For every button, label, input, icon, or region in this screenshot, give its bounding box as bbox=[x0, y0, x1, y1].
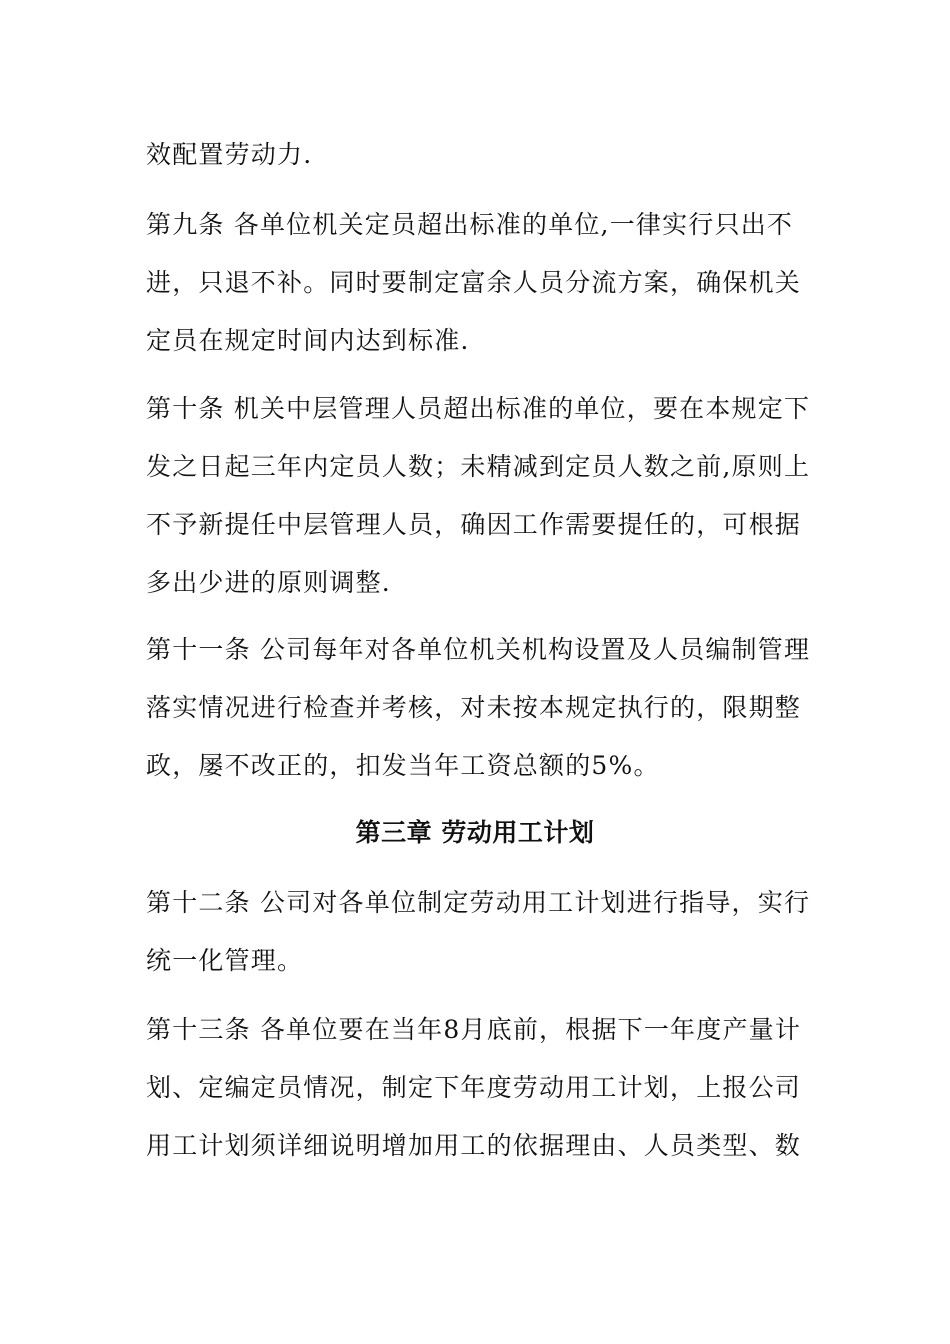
article-12-line-1: 第十二条 公司对各单位制定劳动用工计划进行指导，实行 bbox=[146, 888, 811, 917]
article-10-line-3: 不予新提任中层管理人员，确因工作需要提任的，可根据 bbox=[146, 510, 802, 539]
article-9-line-2: 进，只退不补。同时要制定富余人员分流方案，确保机关 bbox=[146, 268, 802, 297]
article-10-line-1: 第十条 机关中层管理人员超出标准的单位，要在本规定下 bbox=[146, 394, 811, 423]
article-9-line-1: 第九条 各单位机关定员超出标准的单位,一律实行只出不 bbox=[146, 210, 794, 239]
chapter-heading: 第三章 劳动用工计划 bbox=[355, 818, 595, 847]
article-11-line-1: 第十一条 公司每年对各单位机关机构设置及人员编制管理 bbox=[146, 635, 811, 664]
article-11-line-2: 落实情况进行检查并考核，对未按本规定执行的，限期整 bbox=[146, 693, 802, 722]
article-10-line-2: 发之日起三年内定员人数；未精减到定员人数之前,原则上 bbox=[146, 452, 811, 481]
article-10-line-4: 多出少进的原则调整. bbox=[146, 568, 391, 597]
article-12-line-2: 统一化管理。 bbox=[146, 946, 304, 975]
article-13-line-2: 划、定编定员情况，制定下年度劳动用工计划，上报公司 bbox=[146, 1073, 802, 1102]
article-11-line-3: 政，屡不改正的，扣发当年工资总额的5%。 bbox=[146, 751, 660, 780]
article-13-line-1: 第十三条 各单位要在当年8月底前，根据下一年度产量计 bbox=[146, 1015, 802, 1044]
article-9-line-3: 定员在规定时间内达到标准. bbox=[146, 326, 470, 355]
paragraph-line: 效配置劳动力. bbox=[146, 140, 313, 169]
article-13-line-3: 用工计划须详细说明增加用工的依据理由、人员类型、数 bbox=[146, 1131, 802, 1160]
